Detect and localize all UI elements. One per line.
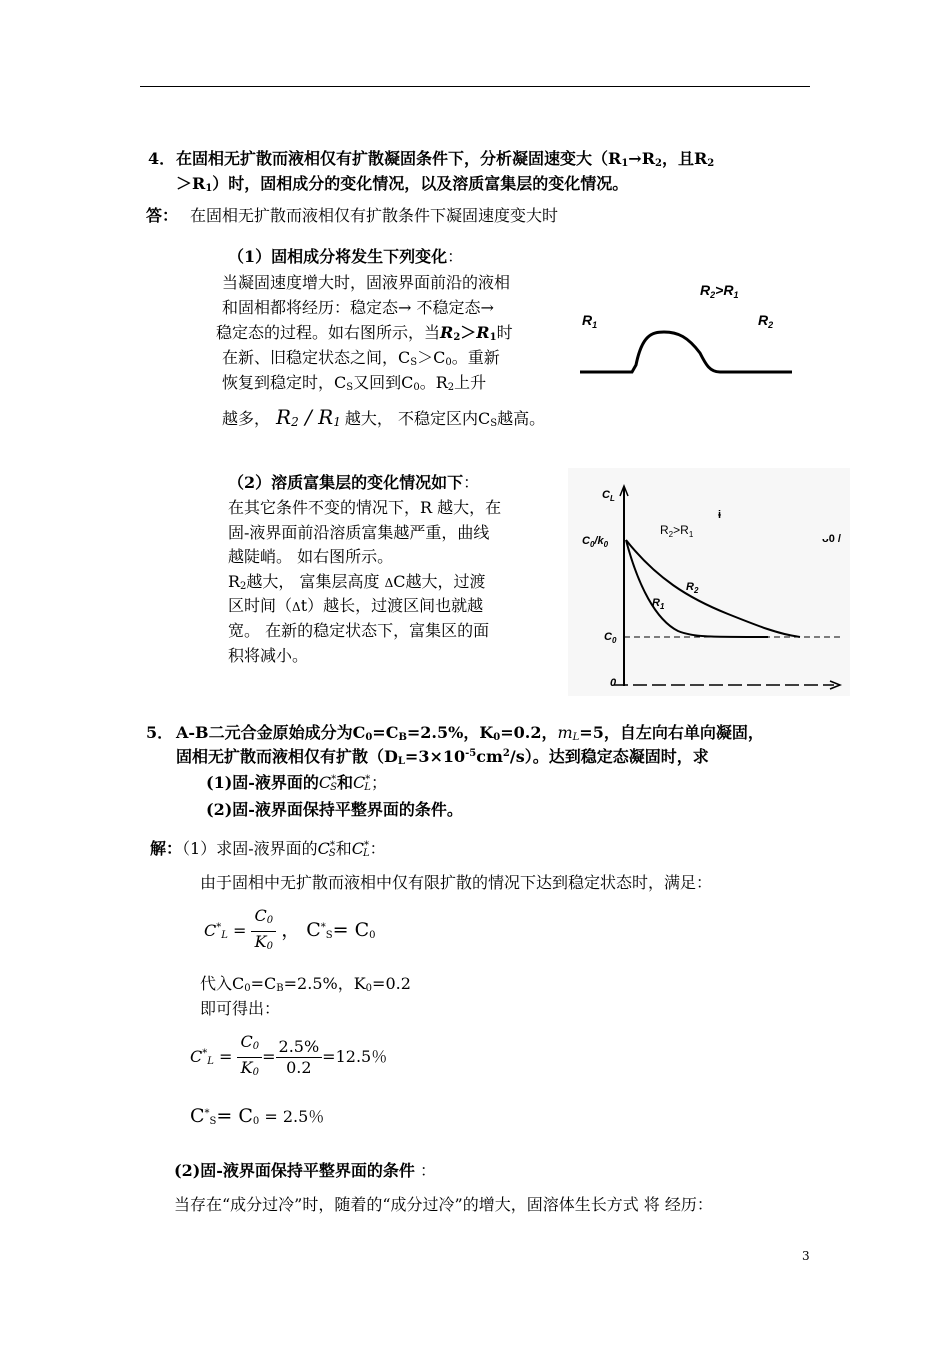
fig2-label-origin: 0 <box>610 677 617 689</box>
q4-part1-heading: （1）固相成分将发生下列变化： <box>228 247 464 266</box>
q5-number: 5． <box>146 723 174 742</box>
fig2-scan-mark-edge: ᴗ0 / <box>822 533 841 545</box>
fig2-label-cl: $C_L$ <box>602 489 615 503</box>
q4-part2-line3: 越陡峭。 如右图所示。 <box>228 547 394 566</box>
q5-subq1: (1)固-液界面的$C^*_S$和$C^*_L$； <box>206 773 387 793</box>
fig1-label-r1: $R_1$ <box>582 312 598 330</box>
equation-cl-value: $C^*_L$ = $\frac{C_0}{K_0}$ = $\frac{2.5\%}{0.2}$ =12.5％ <box>190 1032 388 1078</box>
q4-part2-line6: 宽。 在新的稳定状态下，富集区的面 <box>228 621 490 640</box>
fig2-scan-mark: ɨ <box>718 509 722 521</box>
section2-text: 当存在“成分过冷”时，随着的“成分过冷”的增大，固溶体生长方式 将 经历： <box>174 1195 713 1214</box>
q4-part1-line6: 越多， $R_2 / R_1$ 越大， 不稳定区内$C_S$越高。 <box>222 405 546 429</box>
fig2-label-r2: $R_2$ <box>686 581 699 595</box>
q4-part2-line7: 积将减小。 <box>228 646 309 665</box>
header-rule <box>140 86 810 87</box>
q4-part2-line5: 区时间（Δt）越长，过渡区间也就越 <box>228 596 484 615</box>
equation-cl-cs: $C^*_L$ = $\frac{C_0}{K_0}$ ， $C^*_S= C_0$ <box>204 906 376 952</box>
fig2-label-c0: $C_0$ <box>604 631 617 645</box>
q4-part2-line4: $R_2$越大， 富集层高度 ΔC越大，过渡 <box>228 572 486 592</box>
q4-part1-line2: 和固相都将经历：稳定态→ 不稳定态→ <box>222 298 494 317</box>
fig1-label-ratio: $R_2>R_1$ <box>700 282 739 300</box>
q4-answer: 答： 在固相无扩散而液相仅有扩散条件下凝固速度变大时 <box>146 206 559 225</box>
section2-heading: (2)固-液界面保持平整界面的条件 ： <box>174 1161 437 1180</box>
q4-part1-line5: 恢复到稳定时，$C_S$又回到$C_0$。$R_2$上升 <box>222 373 487 393</box>
q4-part1-line4: 在新、旧稳定状态之间，$C_S>C_0$。重新 <box>222 348 500 368</box>
fig2-label-r1: $R_1$ <box>652 597 665 611</box>
result-intro: 即可得出： <box>200 999 281 1018</box>
q4-number: 4． <box>148 149 176 168</box>
q4-part1-line3: 稳定态的过程。如右图所示，当$R_2>R_1$时 <box>216 323 513 343</box>
substitution-line: 代入$C_0=C_B=2.5\%$，$K_0=0.2$ <box>200 974 411 994</box>
q5-line2: 固相无扩散而液相仅有扩散$(D_L=3\times 10^{-5}cm^2/s)$。达到稳定态凝固时，求 <box>176 747 709 767</box>
q5-solution-text: 由于固相中无扩散而液相中仅有限扩散的情况下达到稳定状态时，满足： <box>200 873 713 892</box>
figure-solute-enrichment <box>568 468 850 696</box>
page-number: 3 <box>802 1249 810 1263</box>
equation-cs-value: $C^*_S= C_0 = 2.5$％ <box>190 1105 325 1127</box>
q5-solution-heading: 解：（1）求固-液界面的$C^*_S$和$C^*_L$： <box>150 839 386 859</box>
figure-growth-rate-profile <box>570 275 810 410</box>
fig1-curve <box>580 332 792 372</box>
q4-part2-heading: （2）溶质富集层的变化情况如下： <box>228 473 480 492</box>
q4-part1-line1: 当凝固速度增大时，固液界面前沿的液相 <box>222 273 511 292</box>
q4-question-line1: 在固相无扩散而液相仅有扩散凝固条件下，分析凝固速变大（$R_1\to R_2$，且$R_2$ <box>176 149 715 169</box>
q4-part2-line2: 固-液界面前沿溶质富集越严重，曲线 <box>228 523 490 542</box>
q5-line1: A-B二元合金原始成分为$C_0=C_B=2.5\%$，$K_0=0.2$，$m_L=5$，自左向右单向凝固， <box>176 723 764 743</box>
fig2-label-c0k0: $C_0/k_0$ <box>582 535 609 549</box>
fig2-label-ratio: $R_2>R_1$ <box>660 523 694 539</box>
q4-part2-line1: 在其它条件不变的情况下，R 越大，在 <box>228 498 502 517</box>
q4-question-line2: $>R_1$）时，固相成分的变化情况，以及溶质富集层的变化情况。 <box>176 174 629 194</box>
fig1-label-r2: $R_2$ <box>758 312 774 330</box>
q5-subq2: (2)固-液界面保持平整界面的条件。 <box>206 800 463 819</box>
